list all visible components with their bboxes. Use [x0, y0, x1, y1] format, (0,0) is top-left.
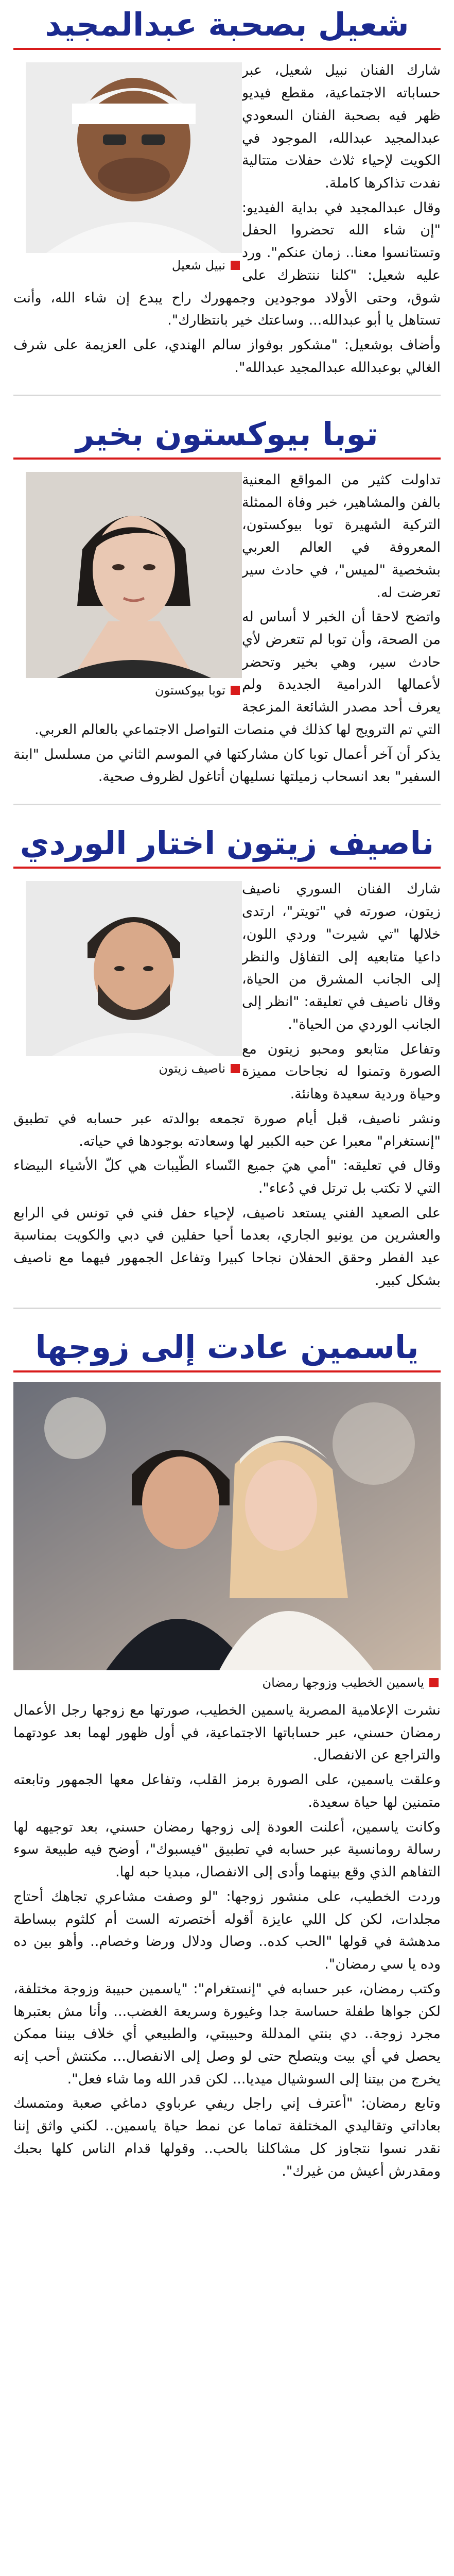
caption-text: نبيل شعيل [171, 258, 225, 273]
paragraph: نشرت الإعلامية المصرية ياسمين الخطيب، صورتها مع زوجها رجل الأعمال رمضان حسني، عبر حساباتها الاجتماعية، في أول ظهور لهما بعد عودتهما والتراجع عن الانفصال. [13, 1702, 441, 1764]
headline: توبا بيوكستون بخير [76, 415, 378, 453]
photo-box [26, 62, 242, 273]
paragraph: على الصعيد الفني يستعد ناصيف، لإحياء حفل فني في تونس في الرابع والعشرين من يونيو الجاري، بعدما أحيا حفلين في دبي والكويت بمناسبة عيد الفطر وحقق الحفلان نجاحا كبيرا وتفاعل الجمهور فيهما مع ناصيف بشكل كبير. [13, 1205, 441, 1289]
story-tuba-body [0, 460, 454, 790]
caption-text: توبا بيوكستون [154, 683, 225, 698]
caption-square-icon [231, 261, 240, 270]
photo-caption [26, 253, 242, 273]
story-text [13, 1699, 441, 2182]
caption-text: ناصيف زيتون [159, 1061, 225, 1076]
story-yasmine-body [0, 1372, 454, 2182]
paragraph: وكانت ياسمين، أعلنت العودة إلى زوجها رمضان حسني، بعد توجيهه لها رسالة رومانسية عبر حسابه في تطبيق "فيسبوك"، أوضح فيه طبيعة سوء التفاهم الذي وقع بينهما وأدى إلى الانفصال، مبديا حبه لها. [13, 1819, 441, 1880]
paragraph: وعلقت ياسمين، على الصورة برمز القلب، وتفاعل معها الجمهور وتابعته متمنين لها حياة سعيدة. [13, 1772, 441, 1810]
paragraph: واتضح لاحقا أن الخبر لا أساس له من الصحة، وأن توبا لم تتعرض لأي حادث سير، وهي بخير وتحضر لأعمالها الدرامية الجديدة ولم يعرف أحد مصدر الشائعة المزعجة التي تم الترويج لها كذلك في منصات التواصل الاجتماعي بالعالم العربي. [34, 609, 441, 738]
photo-nassif-zeytoun [26, 881, 242, 1056]
photo-nabeel-shaeel [26, 62, 242, 253]
caption-square-icon [231, 1064, 240, 1073]
photo-tuba-buyukustun [26, 472, 242, 678]
headline: شعيل بصحبة عبدالمجيد [45, 6, 409, 43]
story-nassif [0, 819, 454, 867]
paragraph: وأضاف بوشعيل: "مشكور بوفواز سالم الهندي، على العزيمة على شرف الغالي بوعبدالله عبدالمجيد عبدالله". [13, 337, 441, 376]
paragraph: وقال في تعليقه: "أمي هيَ جميع النّساء الطّيبات هي كلّ الأشياء البيضاء التي لا تكتب بل ترتل في دُعاء". [13, 1158, 441, 1196]
story-shaeel [0, 0, 454, 48]
story-nassif-body [0, 869, 454, 1294]
photo-caption [26, 678, 242, 698]
photo-yasmine-ramadan [13, 1382, 441, 1670]
portrait-illustration [26, 881, 242, 1056]
photo-box [26, 881, 242, 1076]
paragraph: ونشر ناصيف، قبل أيام صورة تجمعه بوالدته عبر حسابه في تطبيق "إنستغرام" معبرا عن حبه الكبير لها وسعادته بوجودها في حياته. [13, 1110, 441, 1149]
photo-box [26, 472, 242, 698]
portrait-illustration [26, 472, 242, 678]
paragraph: وتفاعل متابعو ومحبو زيتون مع الصورة وتمنوا له نجاحات مميزة وحياة وردية سعيدة وهانئة. [242, 1041, 441, 1103]
paragraph: وتابع رمضان: "أعترف إني راجل ريفي عرباوي دماغي صعبة ومتمسك بعاداتي وتقاليدي المختلفة تماما عن نمط حياة ياسمين.. لكني واثق إننا نقدر نسوا نتجاوز كل مشاكلنا بالحب.. وقولها قدام الناس كلها بحبك ومقدرش أعيش من غيرك". [13, 2095, 441, 2179]
caption-text: ياسمين الخطيب وزوجها رمضان [262, 1675, 424, 1690]
story-tuba [0, 410, 454, 457]
paragraph: شارك الفنان نبيل شعيل، عبر حساباته الاجتماعية، مقطع فيديو ظهر فيه بصحبة الفنان السعودي عبدالمجيد عبدالله، الموجود في الكويت لإحياء ثلاث حفلات متتالية نفدت تذاكرها كاملة. [242, 62, 441, 191]
paragraph: وردت الخطيب، على منشور زوجها: "لو وصفت مشاعري تجاهك أحتاج مجلدات، لكن كل اللي عايزة أقوله أختصرته الست أم كلثوم ببساطة مدهشة في قولها "الحب كده.. وصال ودلال ورضا وخصام.. وأهو بين ده وده يا سي رمضان". [13, 1888, 441, 1973]
story-divider [13, 804, 441, 805]
story-divider [13, 1308, 441, 1309]
headline: ياسمين عادت إلى زوجها [35, 1328, 419, 1366]
portrait-illustration [26, 62, 242, 253]
photo-caption [26, 1056, 242, 1076]
paragraph: شارك الفنان السوري ناصيف زيتون، صورته في "تويتر"، ارتدى خلالها "تي شيرت" وردي اللون، داعيا متابعيه إلى التفاؤل والنظر إلى الجانب المشرق من الحياة، وقال ناصيف في تعليقه: "انظر إلى الجانب الوردي من الحياة". [242, 881, 441, 1032]
caption-square-icon [429, 1678, 439, 1687]
headline: ناصيف زيتون اختار الوردي [20, 824, 434, 862]
paragraph: وكتب رمضان، عبر حسابه في "إنستغرام": "ياسمين حبيبة وزوجة مختلفة، لكن جواها طفلة حساسة جدا وغيورة وسريعة الغضب... وأنا مش بعتبرها مجرد زوجة.. دي بنتي المدللة وحبيبتي، والطبيعي أي خلاف بيننا ممكن يحصل في أي بيت ويتصلح حتى لو وصل إلى الانفصال... مكنتش أحب إنه يخرج من بيتنا إلى السوشيال ميديا... لكن قدر الله وما شاء فعل". [13, 1980, 441, 2087]
story-yasmine [0, 1323, 454, 1370]
paragraph: تداولت كثير من المواقع المعنية بالفن والمشاهير، خبر وفاة الممثلة التركية الشهيرة توبا بيوكستون، المعروفة في العالم العربي بشخصية "لميس"، في حادث سير تعرضت له. [242, 471, 441, 601]
caption-square-icon [231, 686, 240, 695]
photo-caption [13, 1670, 441, 1690]
story-shaeel-body [0, 50, 454, 381]
story-divider [13, 395, 441, 396]
photo-box [13, 1382, 441, 1690]
paragraph: وقال عبدالمجيد في بداية الفيديو: "إن شاء الله تحضروا الحفل وتستانسوا معنا.. زمان عنكم". ورد عليه شعيل: "كلنا ننتظرك على شوق، وحتى الأولاد موجودين وجمهورك راح يبدع إن شاء الله، وأنت تستاهل يا أبو عبدالله... وساعتك خير بانتظارك". [13, 199, 441, 329]
paragraph: يذكر أن آخر أعمال توبا كان مشاركتها في الموسم الثاني من مسلسل "ابنة السفير" بعد انسحاب زميلتها نسليهان أتاغول لظروف صحية. [13, 746, 441, 785]
couple-illustration [13, 1382, 441, 1670]
